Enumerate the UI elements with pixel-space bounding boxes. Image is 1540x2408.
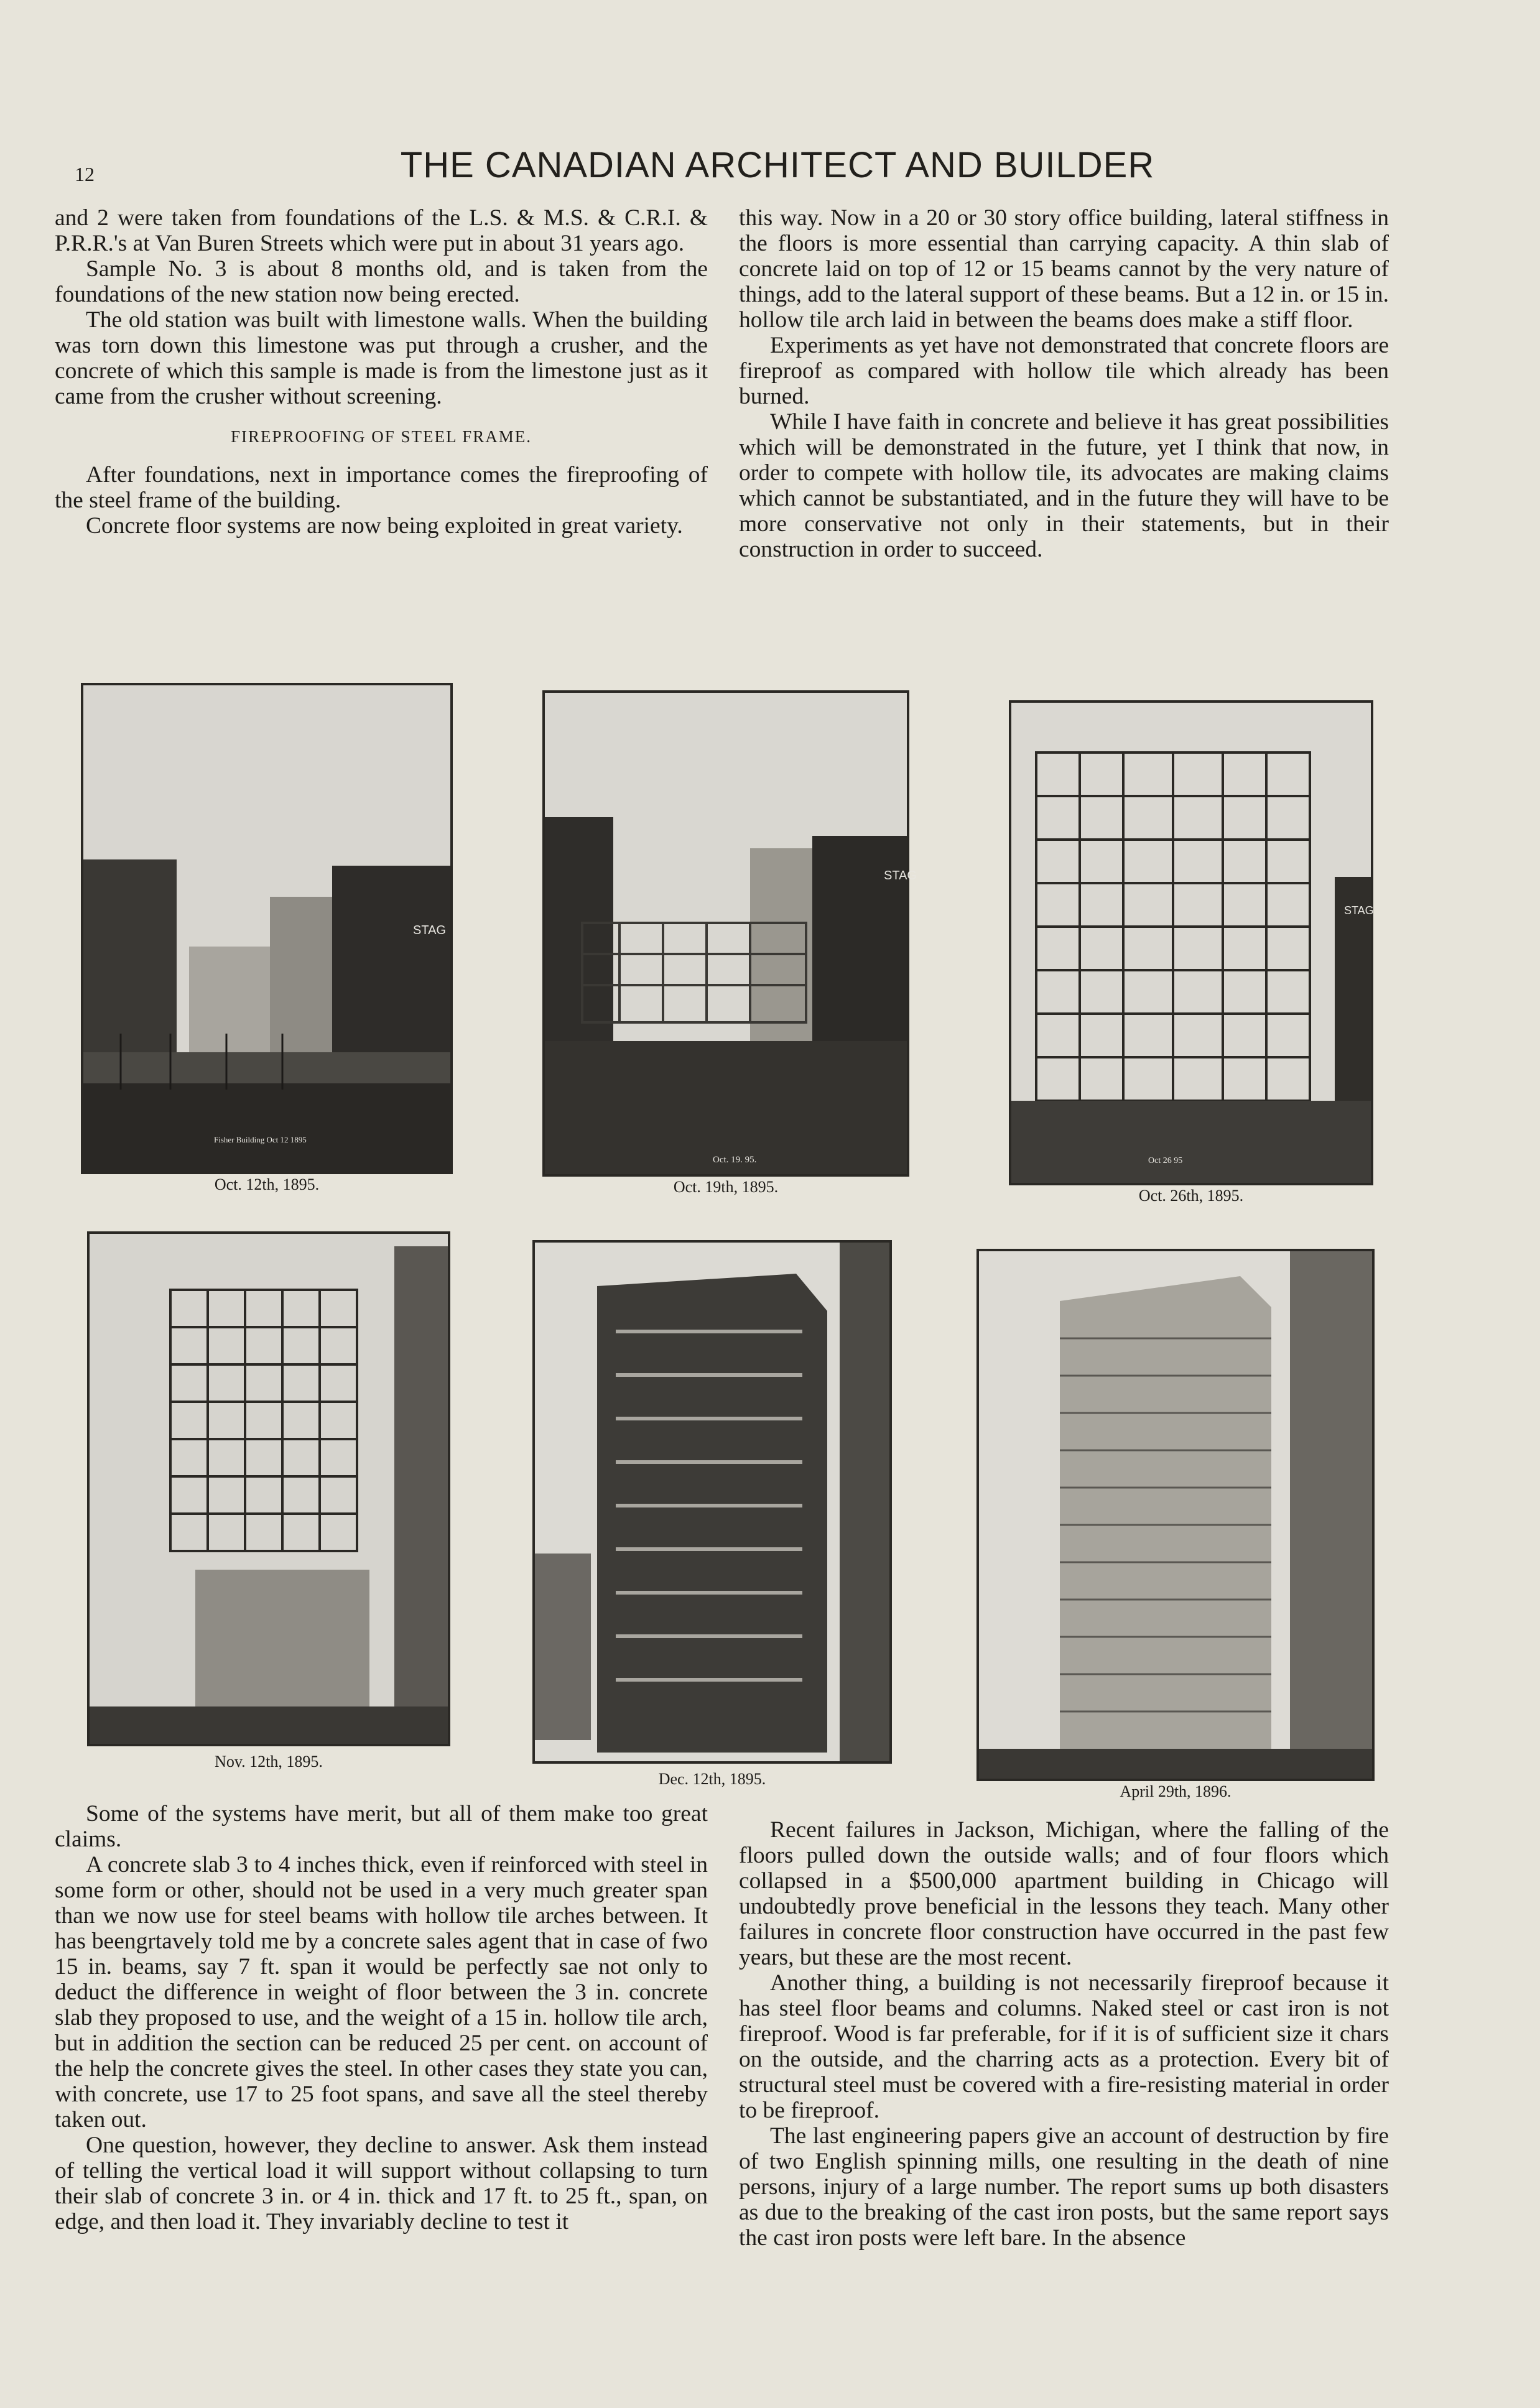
- bottom-right-column: [739, 1817, 1389, 2251]
- photo-caption: April 29th, 1896.: [1120, 1782, 1232, 1800]
- mid-steel-frame-illustration: [1011, 703, 1374, 1183]
- bottom-left-column: [55, 1801, 708, 2234]
- paragraph: Sample No. 3 is about 8 months old, and is taken from the foundations of the new station now being erected.: [55, 256, 708, 307]
- stag-sign: STAG: [413, 924, 446, 937]
- paragraph: Recent failures in Jackson, Michigan, where the falling of the floors pulled down the outside walls; and of four floors which collapsed in a $500,000 apartment building in Chicago will undoubtedly prove beneficial in the lessons they teach. Many other failures in concrete floor construction have occurred in the past few years, but these are the most recent.: [739, 1817, 1389, 1970]
- paragraph: One question, however, they decline to answer. Ask them instead of telling the vertical load it will support without collapsing to turn their slab of concrete 3 in. or 4 in. thick and 17 ft. to 25 ft., span, on edge, and then load it. They invariably decline to test it: [55, 2132, 708, 2234]
- top-left-column: [55, 205, 708, 539]
- paragraph: After foundations, next in importance comes the fireproofing of the steel frame of the building.: [55, 462, 708, 513]
- paragraph: The last engineering papers give an account of destruction by fire of two English spinning mills, one resulting in the death of nine persons, injury of a large number. The report sums up both disasters as due to the breaking of the cast iron posts, but the same report says the cast iron posts were left bare. In the absence: [739, 2123, 1389, 2251]
- photo-inscription: Oct. 19. 95.: [713, 1155, 757, 1165]
- paragraph: Another thing, a building is not necessarily fireproof because it has steel floor beams and columns. Naked steel or cast iron is not fireproof. Wood is far preferable, for if it is of sufficient size it chars on the outside, and the charring acts as a protection. Every bit of structural steel must be covered with a fire-resisting material in order to be fireproof.: [739, 1970, 1389, 2123]
- photo-caption: Nov. 12th, 1895.: [215, 1753, 323, 1771]
- photo-caption: Oct. 12th, 1895.: [214, 1175, 320, 1193]
- paragraph: this way. Now in a 20 or 30 story office building, lateral stiffness in the floors is more essential than carrying capacity. A thin slab of concrete laid on top of 12 or 15 beams cannot by the very nature of things, add to the lateral support of these beams. But a 12 in. or 15 in. hollow tile arch laid in between the beams does make a stiff floor.: [739, 205, 1389, 333]
- photo-nov-12: [87, 1231, 450, 1746]
- paragraph: Concrete floor systems are now being exploited in great variety.: [86, 513, 683, 539]
- photo-caption: Oct. 19th, 1895.: [673, 1178, 779, 1196]
- photo-inscription: Oct 26 95: [1148, 1156, 1183, 1165]
- section-heading: FIREPROOFING OF STEEL FRAME.: [230, 427, 532, 446]
- photo-oct-19: [542, 690, 917, 1177]
- photo-oct-12: [81, 683, 453, 1174]
- construction-site-illustration: [83, 685, 450, 1172]
- paragraph: and 2 were taken from foundations of the L.S. & M.S. & C.R.I. & P.R.R.'s at Van Buren Streets which were put in about 31 years ago.: [55, 205, 708, 256]
- photo-apr-29: [976, 1249, 1375, 1781]
- photo-dec-12: [532, 1240, 892, 1764]
- top-right-column: [739, 205, 1389, 562]
- paragraph: While I have faith in concrete and believe it has great possibilities which will be demonstrated in the future, yet I think that now, in order to compete with hollow tile, its advocates are making claims which cannot be substantiated, and in the future they will have to be more conservative not only in their statements, but in their construction in order to succeed.: [739, 409, 1389, 562]
- paragraph: Some of the systems have merit, but all of them make too great claims.: [55, 1801, 708, 1852]
- photo-oct-26: [1009, 700, 1373, 1185]
- photo-caption: Oct. 26th, 1895.: [1138, 1187, 1244, 1205]
- photo-caption: Dec. 12th, 1895.: [658, 1770, 766, 1788]
- photo-inscription: Fisher Building Oct 12 1895: [214, 1135, 307, 1144]
- tall-steel-frame-illustration: [90, 1234, 448, 1744]
- clad-building-illustration: [535, 1243, 889, 1761]
- paragraph: Experiments as yet have not demonstrated that concrete floors are fireproof as compared with hollow tile which already has been burned.: [739, 333, 1389, 409]
- stag-sign: STAG: [1344, 904, 1374, 917]
- paragraph: The old station was built with limestone walls. When the building was torn down this limestone was put through a crusher, and the concrete of which this sample is made is from the limestone just as it came from the crusher without screening.: [55, 307, 708, 409]
- running-head: THE CANADIAN ARCHITECT AND BUILDER: [400, 145, 1155, 185]
- page-number: 12: [75, 163, 95, 185]
- completed-building-illustration: [979, 1251, 1372, 1779]
- low-steel-frame-illustration: [545, 693, 917, 1174]
- paragraph: A concrete slab 3 to 4 inches thick, even if reinforced with steel in some form or other, should not be used in a very much greater span than we now use for steel beams with hollow tile arches between. It has beengrtavely told me by a concrete sales agent that in case of fwo 15 in. beams, say 7 ft. span it would be perfectly sae not only to deduct the difference in weight of floor between the 3 in. concrete slab they proposed to use, and the weight of a 15 in. hollow tile arch, but in addition the section can be reduced 25 per cent. on account of the help the concrete gives the steel. In other cases they state you can, with concrete, use 17 to 25 foot spans, and save all the steel thereby taken out.: [55, 1852, 708, 2132]
- stag-sign: STAG: [884, 869, 917, 882]
